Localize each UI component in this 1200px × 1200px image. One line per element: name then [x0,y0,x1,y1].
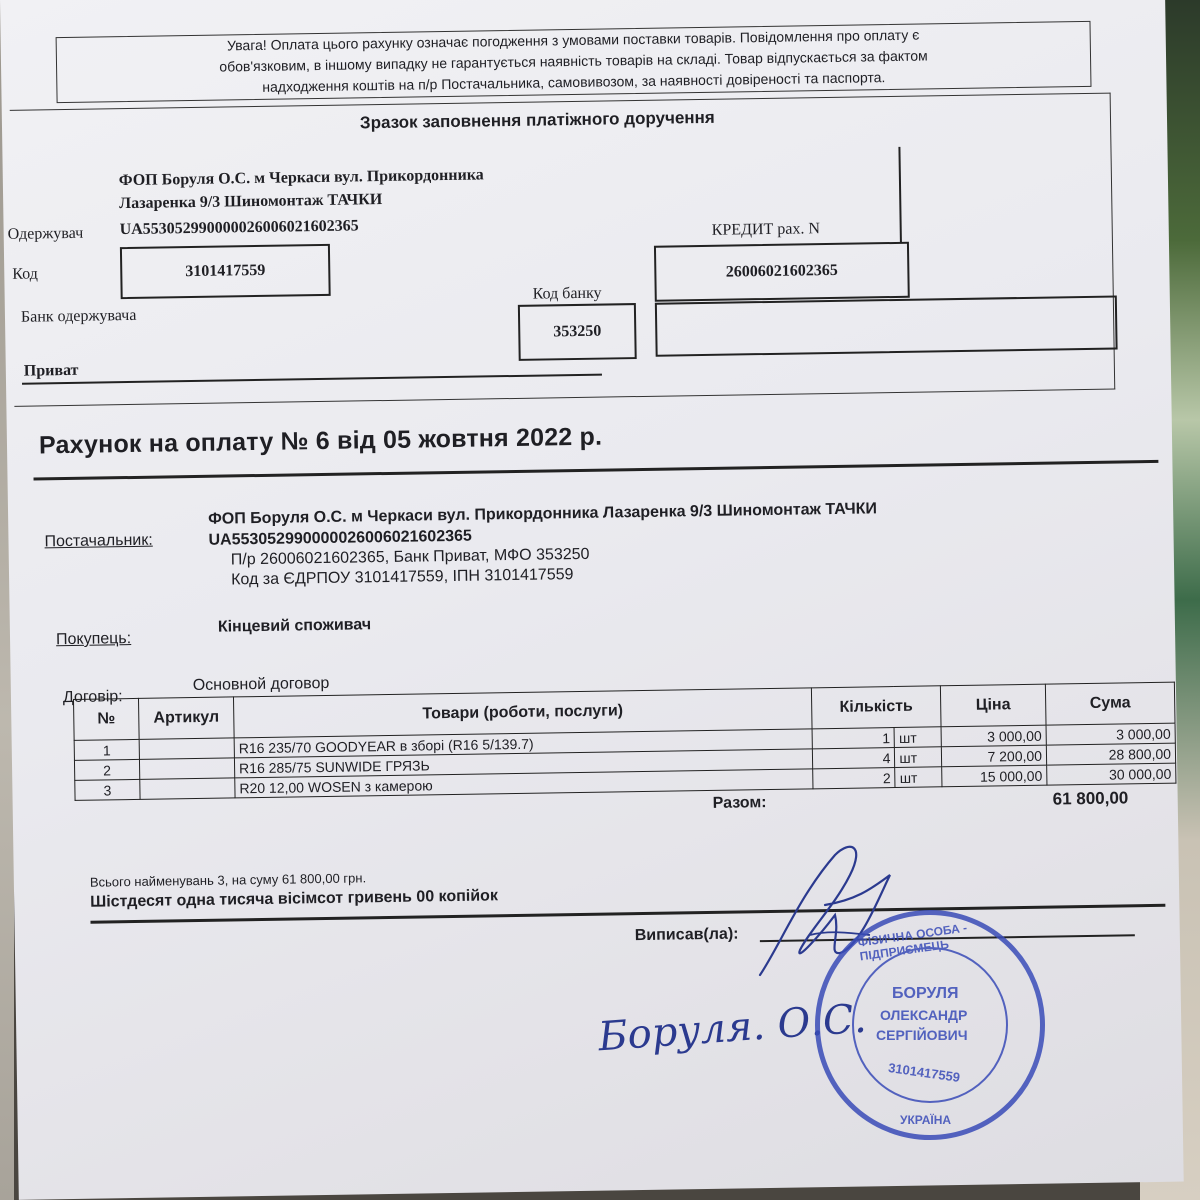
payee-line-2: Лазаренка 9/3 Шиномонтаж ТАЧКИ [119,191,383,213]
row-article [139,758,234,779]
row-sum: 28 800,00 [1046,743,1175,765]
recipient-label: Одержувач [7,224,84,243]
code-label: Код [12,265,39,283]
sample-payee [119,163,485,215]
stamp-code: 3101417559 [887,1060,962,1085]
col-goods: Товари (роботи, послуги) [233,688,812,738]
row-price: 3 000,00 [941,725,1046,747]
summary-count: Всього найменувань 3, на суму 61 800,00 грн. [89,870,367,890]
official-stamp [815,910,1045,1140]
supplier-line-2: UA553052990000026006021602365 [208,527,472,549]
bank-label: Банк одержувача [20,306,137,326]
stamp-ring-text: ФІЗИЧНА ОСОБА - ПІДПРИЄМЕЦЬ [856,920,968,964]
notice-line-3: надходження коштів на п/р Постачальника, самовивозом, за наявності довіреності та паспорта. [262,69,886,95]
stamp-country: УКРАЇНА [900,1113,952,1127]
row-no: 1 [74,739,139,760]
col-no: № [73,698,139,740]
credit-divider [898,147,902,243]
contract-label: Договір: [62,688,123,707]
notice-box [56,21,1092,103]
row-no: 3 [75,779,140,800]
payment-sample-block [7,93,1116,407]
buyer-label: Покупець: [55,630,132,649]
invoice-title: Рахунок на оплату № 6 від 05 жовтня 2022 р. [38,422,603,460]
stamp-surname: БОРУЛЯ [892,985,959,1002]
row-unit: шт [894,727,941,748]
row-sum: 3 000,00 [1046,723,1175,745]
row-price: 7 200,00 [941,745,1046,767]
bank-underline [22,374,602,385]
row-no: 2 [74,759,139,780]
supplier-line-1: ФОП Боруля О.С. м Черкаси вул. Прикордонника Лазаренка 9/3 Шиномонтаж ТАЧКИ [208,500,878,528]
supplier-details [208,498,878,590]
col-article: Артикул [138,697,234,739]
col-price: Ціна [940,684,1046,727]
row-name: R16 235/70 GOODYEAR в зборі (R16 5/139.7) [234,729,812,758]
row-article [139,738,234,759]
items-table [73,682,1176,801]
bank-code-label: Код банку [532,284,602,303]
stamp-firstname: ОЛЕКСАНДР [880,1007,968,1023]
payee-line-1: ФОП Боруля О.С. м Черкаси вул. Прикордонника [118,166,484,190]
notice-line-1: Увага! Оплата цього рахунку означає погодження з умовами поставки товарів. Повідомлення про оплату є [226,26,920,54]
handwritten-name: Боруля. О.С. [596,995,868,1061]
code-box: 3101417559 [120,244,331,299]
stamp-patronymic: СЕРГІЙОВИЧ [876,1027,968,1043]
credit-box: 26006021602365 [654,242,910,302]
total-value: 61 800,00 [1052,788,1129,809]
row-sum: 30 000,00 [1047,763,1176,785]
row-unit: шт [895,747,942,768]
row-qty: 4 [812,748,895,769]
sample-iban: UA553052990000026006021602365 [119,217,359,239]
row-qty: 2 [813,768,896,789]
issued-label: Виписав(ла): [634,925,739,945]
supplier-line-3: П/р 26006021602365, Банк Приват, МФО 353250 [230,545,590,569]
bank-name: Приват [23,361,79,380]
row-price: 15 000,00 [942,765,1047,787]
summary-words: Шістдесят одна тисяча вісімсот гривень 00 копійок [90,887,499,911]
credit-label: КРЕДИТ рах. N [711,220,821,239]
title-underline [34,460,1159,481]
supplier-label: Постачальник: [44,531,153,551]
row-unit: шт [895,767,942,788]
bank-code-box: 353250 [518,303,637,361]
contract-value: Основной договор [192,674,330,695]
row-name: R20 12,00 WOSEN з камерою [235,769,813,798]
sample-title: Зразок заповнення платіжного доручення [359,107,715,133]
buyer-value: Кінцевий споживач [217,616,372,636]
row-article [140,778,235,799]
row-name: R16 285/75 SUNWIDE ГРЯЗЬ [234,749,812,778]
notice-line-2: обов'язковим, в іншому випадку не гарантується наявність товарів на складі. Товар відпускається за фактом [219,47,928,75]
total-label: Разом: [712,794,767,812]
credit-box-lower [655,295,1118,356]
col-sum: Сума [1045,682,1175,725]
row-qty: 1 [812,728,895,749]
col-qty: Кількість [811,686,941,729]
supplier-line-4: Код за ЄДРПОУ 3101417559, ІПН 3101417559 [231,566,574,589]
